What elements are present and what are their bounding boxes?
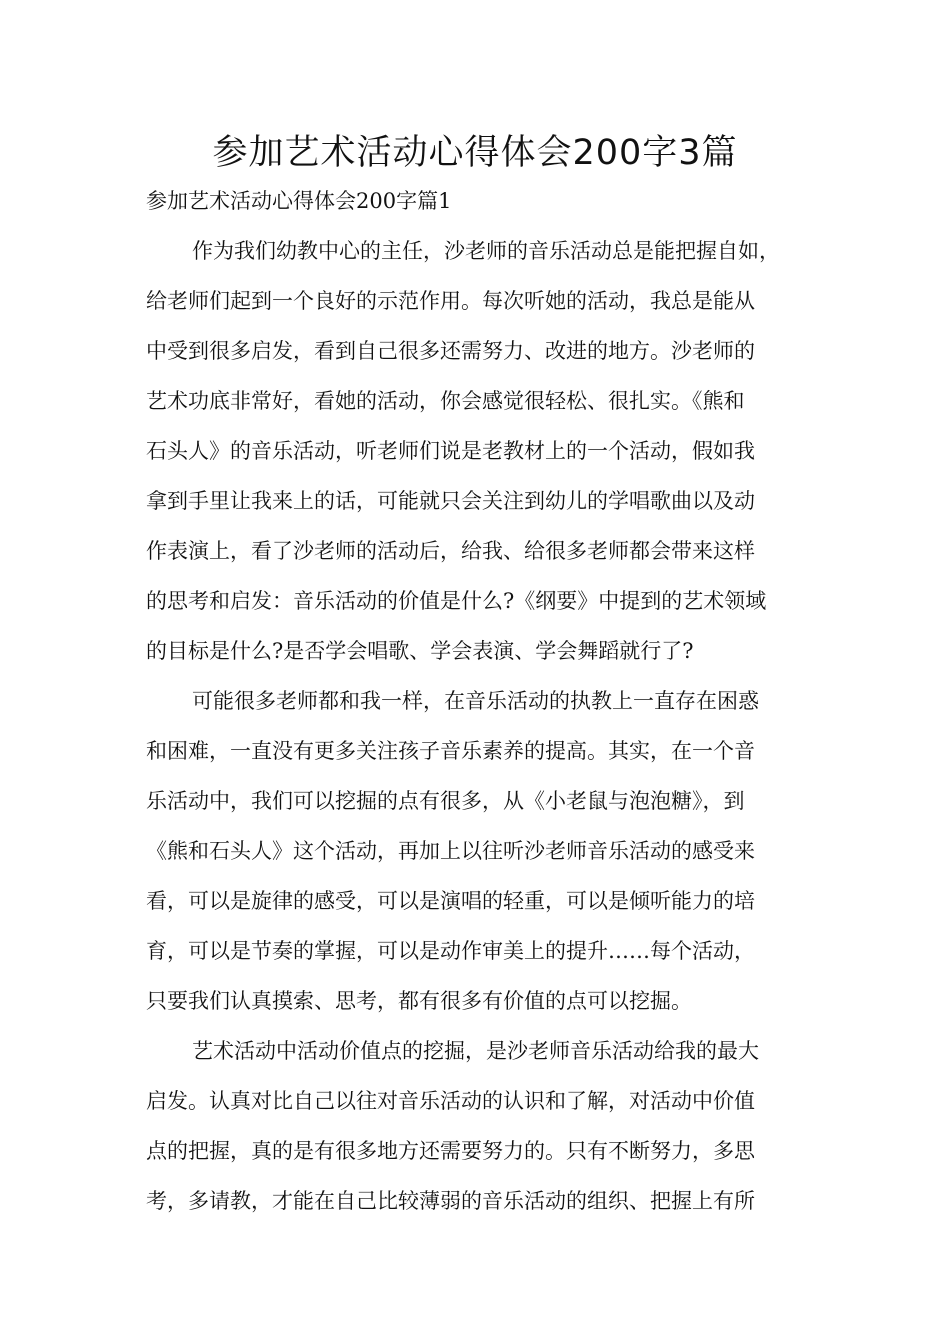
paragraph-2-line-4: 《熊和石头人》这个活动，再加上以往听沙老师音乐活动的感受来 bbox=[146, 839, 755, 863]
paragraph-3-line-2: 启发。认真对比自己以往对音乐活动的认识和了解，对活动中价值 bbox=[146, 1089, 755, 1113]
paragraph-2-line-6: 育，可以是节奏的掌握，可以是动作审美上的提升……每个活动， bbox=[146, 939, 755, 963]
paragraph-2-line-5: 看，可以是旋律的感受，可以是演唱的轻重，可以是倾听能力的培 bbox=[146, 889, 755, 913]
paragraph-2-line-3: 乐活动中，我们可以挖掘的点有很多，从《小老鼠与泡泡糖》，到 bbox=[146, 789, 745, 813]
section-heading: 参加艺术活动心得体会200字篇1 bbox=[146, 189, 452, 213]
paragraph-1-line-6: 拿到手里让我来上的话，可能就只会关注到幼儿的学唱歌曲以及动 bbox=[146, 489, 755, 513]
paragraph-1-line-4: 艺术功底非常好，看她的活动，你会感觉很轻松、很扎实。《熊和 bbox=[146, 389, 745, 413]
paragraph-2-line-2: 和困难，一直没有更多关注孩子音乐素养的提高。其实，在一个音 bbox=[146, 739, 755, 763]
paragraph-3-line-3: 点的把握，真的是有很多地方还需要努力的。只有不断努力，多思 bbox=[146, 1139, 755, 1163]
paragraph-3-line-1: 艺术活动中活动价值点的挖掘，是沙老师音乐活动给我的最大 bbox=[192, 1039, 759, 1063]
paragraph-1-line-3: 中受到很多启发，看到自己很多还需努力、改进的地方。沙老师的 bbox=[146, 339, 755, 363]
paragraph-1-line-1: 作为我们幼教中心的主任，沙老师的音乐活动总是能把握自如， bbox=[192, 239, 780, 263]
document-title: 参加艺术活动心得体会200字3篇 bbox=[212, 133, 738, 173]
paragraph-1-line-2: 给老师们起到一个良好的示范作用。每次听她的活动，我总是能从 bbox=[146, 289, 755, 313]
paragraph-1-line-8: 的思考和启发：音乐活动的价值是什么?《纲要》中提到的艺术领域 bbox=[146, 589, 767, 613]
paragraph-2-line-1: 可能很多老师都和我一样，在音乐活动的执教上一直存在困惑 bbox=[192, 689, 759, 713]
paragraph-2-line-7: 只要我们认真摸索、思考，都有很多有价值的点可以挖掘。 bbox=[146, 989, 692, 1013]
paragraph-1-line-7: 作表演上，看了沙老师的活动后，给我、给很多老师都会带来这样 bbox=[146, 539, 755, 563]
paragraph-1-line-9: 的目标是什么?是否学会唱歌、学会表演、学会舞蹈就行了? bbox=[146, 639, 694, 663]
paragraph-3-line-4: 考，多请教，才能在自己比较薄弱的音乐活动的组织、把握上有所 bbox=[146, 1189, 755, 1213]
paragraph-1-line-5: 石头人》的音乐活动，听老师们说是老教材上的一个活动，假如我 bbox=[146, 439, 755, 463]
